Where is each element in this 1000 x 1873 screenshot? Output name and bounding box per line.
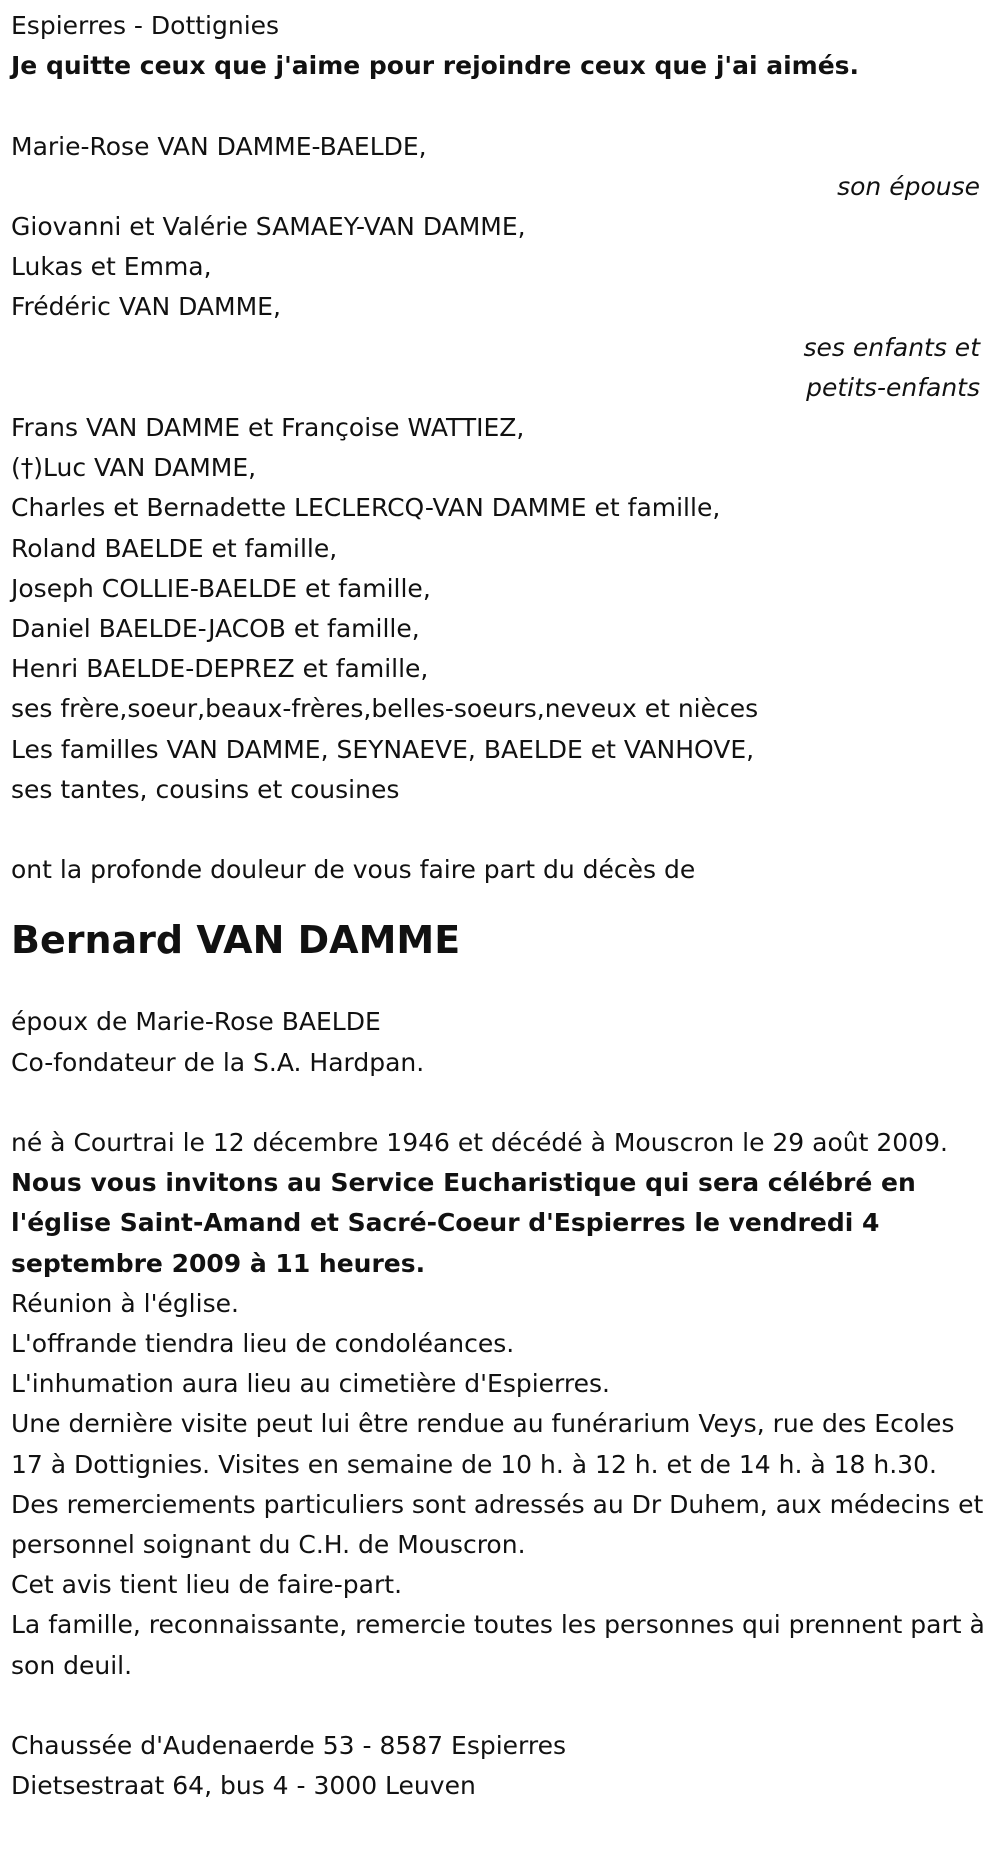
relative-line: (†)Luc VAN DAMME, [11, 453, 257, 483]
relative-line: Frans VAN DAMME et Françoise WATTIEZ, [11, 413, 525, 443]
relative-line: Roland BAELDE et famille, [11, 533, 338, 563]
notice-note: Cet avis tient lieu de faire-part. [11, 1570, 403, 1600]
deceased-name: Bernard VAN DAMME [11, 918, 461, 963]
relative-line: ses tantes, cousins et cousines [11, 774, 400, 804]
child-line: Lukas et Emma, [11, 252, 212, 282]
relative-line: Daniel BAELDE-JACOB et famille, [11, 614, 420, 644]
service-invitation: Nous vous invitons au Service Eucharistique qui sera célébré en l'église Saint-Amand et Sacré-Coeur d'Espierres le vendredi 4 septembre 2009 à 11 heures. [11, 1168, 916, 1278]
spouse-name: Marie-Rose VAN DAMME-BAELDE, [11, 131, 427, 161]
notice-note: Des remerciements particuliers sont adressés au Dr Duhem, aux médecins et personnel soignant du C.H. de Mouscron. [11, 1489, 984, 1560]
notice-note: L'inhumation aura lieu au cimetière d'Espierres. [11, 1369, 610, 1399]
relative-line: ses frère,soeur,beaux-frères,belles-soeurs,neveux et nièces [11, 694, 759, 724]
relative-line: Joseph COLLIE-BAELDE et famille, [11, 573, 431, 603]
children-role-line1: ses enfants et [803, 332, 980, 362]
announcement-line: ont la profonde douleur de vous faire part du décès de [11, 855, 696, 885]
birth-death-text: né à Courtrai le 12 décembre 1946 et décédé à Mouscron le 29 août 2009. [11, 1128, 948, 1158]
address-line: Chaussée d'Audenaerde 53 - 8587 Espierres [11, 1731, 567, 1761]
opening-quote: Je quitte ceux que j'aime pour rejoindre ceux que j'ai aimés. [11, 51, 860, 81]
child-line: Giovanni et Valérie SAMAEY-VAN DAMME, [11, 212, 526, 241]
relative-line: Charles et Bernadette LECLERCQ-VAN DAMME et famille, [11, 493, 721, 523]
children-role-line2: petits-enfants [806, 372, 980, 402]
notice-note: La famille, reconnaissante, remercie toutes les personnes qui prennent part à son deuil. [11, 1610, 985, 1680]
deceased-info-line: époux de Marie-Rose BAELDE [11, 1007, 381, 1037]
notice-note: Une dernière visite peut lui être rendue au funérarium Veys, rue des Ecoles 17 à Dottignies. Visites en semaine de 10 h. à 12 h. et de 14 h. à 18 h.30. [11, 1409, 955, 1479]
deceased-info-line: Co-fondateur de la S.A. Hardpan. [11, 1047, 425, 1077]
relative-line: Henri BAELDE-DEPREZ et famille, [11, 654, 429, 684]
relative-line: Les familles VAN DAMME, SEYNAEVE, BAELDE et VANHOVE, [11, 734, 755, 764]
notice-note: L'offrande tiendra lieu de condoléances. [11, 1329, 515, 1359]
child-line: Frédéric VAN DAMME, [11, 292, 281, 322]
notice-note: Réunion à l'église. [11, 1288, 239, 1318]
address-line: Dietsestraat 64, bus 4 - 3000 Leuven [11, 1771, 476, 1801]
spouse-role: son épouse [837, 171, 980, 201]
location-line: Espierres - Dottignies [11, 11, 280, 40]
